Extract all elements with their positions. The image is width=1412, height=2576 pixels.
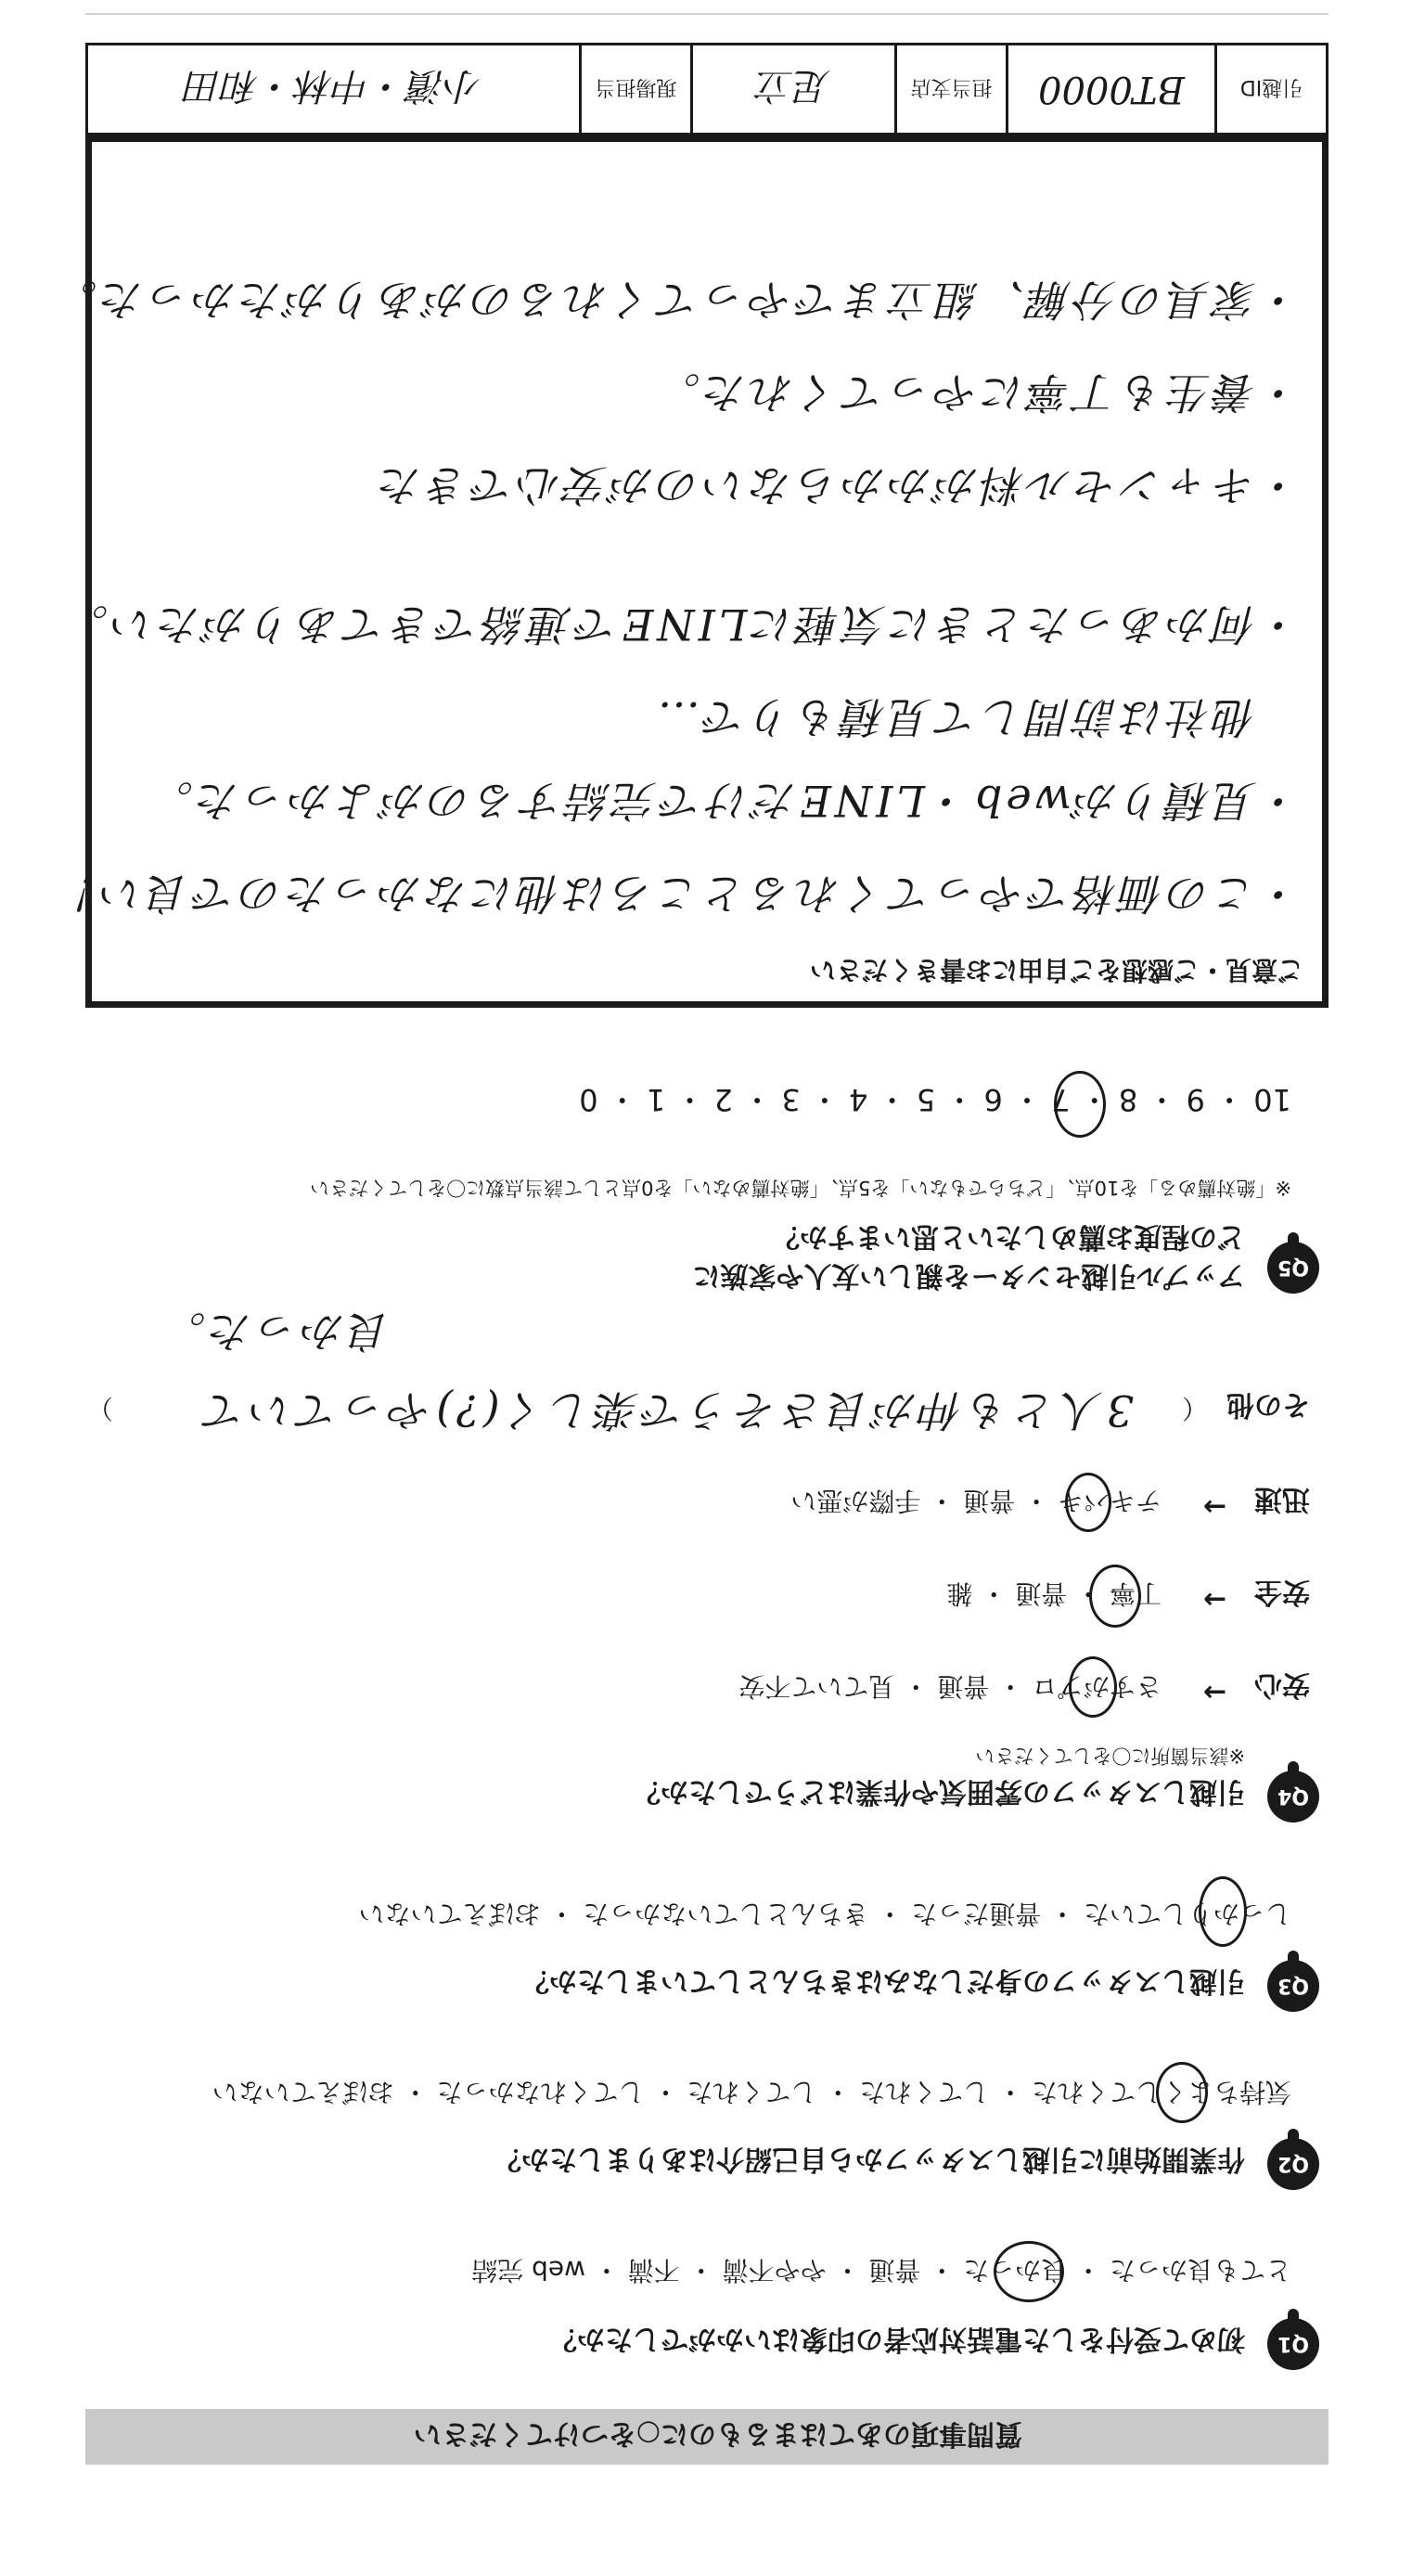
q4-row-anzen-options: 丁寧 ・ 普通 ・ 雑 <box>946 1578 1162 1609</box>
q2-answer-circle[interactable] <box>1156 2062 1208 2123</box>
q4-other-paren-open: （ <box>1181 1393 1208 1423</box>
comment-line-7: ・家具の分解、組立までやってくれるのがありがたかった。 <box>51 275 1303 325</box>
branch-value: 足立 <box>690 45 894 133</box>
comment-line-6: ・養生も丁寧にやってくれた。 <box>654 367 1303 418</box>
q4-badge: Q4 <box>1267 1771 1319 1823</box>
q3-options: しっかりしていた ・ 普通だった ・ きちんとしていなかった ・ おぼえていない <box>358 1899 1291 1929</box>
q4-row-anshin-label: 安心 <box>1254 1668 1310 1701</box>
q1-badge: Q1 <box>1267 2318 1319 2370</box>
comment-line-3: 他社は訪問して見積もりで… <box>654 692 1303 742</box>
q4-row-jinsoku-arrow: → <box>1202 1490 1226 1523</box>
q4-row-jinsoku-options: テキパキ ・ 普通 ・ 手際が悪い <box>790 1486 1162 1516</box>
q4-other-handwriting-2: 良かった。 <box>160 1307 392 1357</box>
q4-jinsoku-answer-circle[interactable] <box>1065 1473 1111 1532</box>
comment-line-2: ・見積りがweb・LINEだけで完結するのがよかった。 <box>147 776 1303 826</box>
q4-row-anshin-arrow: → <box>1202 1676 1226 1708</box>
q4-row-jinsoku-label: 迅速 <box>1254 1483 1310 1515</box>
q4-other-handwriting-1: 3人とも仲が良さそうで楽しく(?)やっていて <box>200 1385 1134 1436</box>
comment-line-4: ・何かあったときに気軽にLINEで連絡できてありがたい。 <box>61 599 1303 650</box>
q1-answer-circle[interactable] <box>994 2241 1064 2302</box>
instruction-banner: 質問事項のあてはまるものに○をつけてください <box>85 2409 1329 2465</box>
staff-value: 小濱・中林・和田 <box>185 64 482 108</box>
q3-answer-circle[interactable] <box>1199 1876 1247 1947</box>
comment-line-5: ・キャンセル料がかからないのが安心できた <box>376 460 1303 510</box>
branch-label: 担当支店 <box>894 45 1006 133</box>
q4-row-anzen-label: 安全 <box>1254 1576 1310 1608</box>
move-id-value: BT0000 <box>1006 45 1214 133</box>
id-table <box>85 43 1329 135</box>
q1-options: とても良かった ・ 良かった ・ 普通 ・ やや不満 ・ 不満 ・ web 完結 <box>471 2255 1291 2286</box>
q2-question: 作業開始前に引越しスタッフから自己紹介はありましたか？ <box>494 2143 1245 2175</box>
q5-note: ※「絶対薦める」を10点、「どちらでもない」を5点、「絶対薦めない」を0点として該当点数に〇をしてください <box>310 1177 1291 1199</box>
q2-badge: Q2 <box>1267 2138 1319 2190</box>
comment-line-1: ・この価格でやってくれるところは他になかったので良い！ <box>51 869 1303 919</box>
q2-options: 気持ちよくしてくれた ・ してくれた ・ してくれた ・ してくれなかった ・ おぼえていない <box>212 2077 1291 2107</box>
q4-row-anzen-arrow: → <box>1202 1583 1226 1616</box>
q4-anshin-answer-circle[interactable] <box>1069 1656 1117 1718</box>
q3-badge: Q3 <box>1267 1960 1319 2012</box>
q4-row-anshin-options: さすがプロ ・ 普通 ・ 見ていて不安 <box>738 1671 1162 1702</box>
bottom-rule <box>85 13 1329 15</box>
q5-badge: Q5 <box>1267 1242 1319 1294</box>
q5-question-line2: どの程度お薦めしたいと思いますか？ <box>772 1220 1245 1253</box>
q5-score-circle[interactable] <box>1054 1071 1106 1138</box>
q4-question: 引越しスタッフの雰囲気や作業はどうでしたか？ <box>633 1775 1245 1808</box>
q5-question-line1: アップル引越センターを親しい友人や家族に <box>692 1259 1245 1292</box>
q3-question: 引越しスタッフの身だしなみはきちんとしていましたか？ <box>521 1964 1245 1997</box>
q4-anzen-answer-circle[interactable] <box>1089 1565 1141 1628</box>
comment-title: ご意見・ご感想をご自由にお書きください <box>809 955 1303 985</box>
staff-label: 現場担当 <box>579 45 690 133</box>
comment-box <box>51 135 1329 1008</box>
q4-other-label: その他 <box>1226 1388 1310 1421</box>
q4-note: ※該当箇所に〇をしてください <box>975 1745 1245 1767</box>
move-id-label: 引越ID <box>1214 45 1326 133</box>
q5-scale: 10 ・ 9 ・ 8 ・ 7 ・ 6 ・ 5 ・ 4 ・ 3 ・ 2 ・ 1 ・ 0 <box>579 1082 1291 1117</box>
q4-other-paren-close: ） <box>86 1393 113 1423</box>
q1-question: 初めて受付をした電話対応者の印象はいかがでしたか？ <box>549 2323 1245 2355</box>
